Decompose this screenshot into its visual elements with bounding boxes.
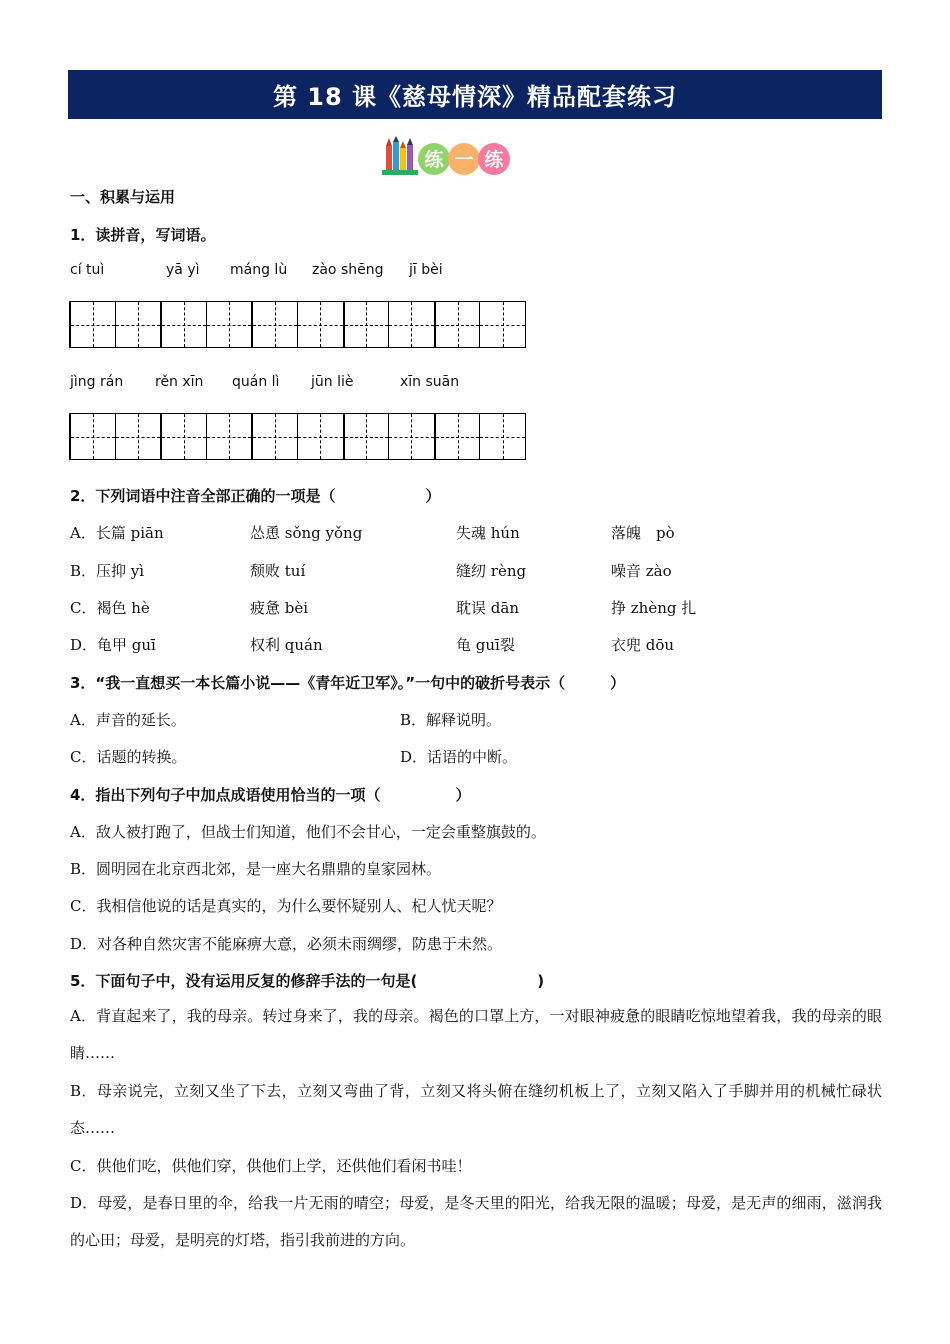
pinyin: jūn liè	[311, 374, 354, 390]
q4-option-d[interactable]: D．对各种自然灾害不能麻痹大意，必须未雨绸缪，防患于未然。	[70, 935, 503, 953]
q2-word: 失魂 hún	[456, 524, 520, 542]
q5-option-b[interactable]: B．母亲说完，立刻又坐了下去，立刻又弯曲了背，立刻又将头俯在缝纫机板上了，立刻又陷入了手脚并用的机械忙碌状态……	[70, 1082, 882, 1137]
q2-word: 疲惫 bèi	[250, 599, 309, 617]
question-1-stem: 1．读拼音，写词语。	[70, 226, 216, 244]
q5-option-a[interactable]: A．背直起来了，我的母亲。转过身来了，我的母亲。褐色的口罩上方，一对眼神疲惫的眼睛吃惊地望着我，我的母亲的眼睛……	[70, 1007, 882, 1062]
section-heading: 一、积累与运用	[70, 188, 176, 206]
q2-option[interactable]: C．褐色 hè	[70, 599, 150, 617]
question-5-stem: 5．下面句子中，没有运用反复的修辞手法的一句是( )	[70, 972, 545, 990]
q3-option-a[interactable]: A．声音的延长。	[70, 711, 186, 729]
pinyin: jī bèi	[409, 262, 443, 278]
q4-option-a[interactable]: A．敌人被打跑了，但战士们知道，他们不会甘心，一定会重整旗鼓的。	[70, 823, 546, 841]
q2-word: 耽误 dān	[456, 599, 519, 617]
pinyin: quán lì	[232, 374, 280, 390]
pinyin: rěn xīn	[155, 374, 204, 390]
badge-char-3: 练	[484, 149, 504, 171]
pinyin: máng lù	[230, 262, 288, 278]
question-4-stem: 4．指出下列句子中加点成语使用恰当的一项（ ）	[70, 786, 471, 804]
q2-word: 挣 zhèng 扎	[611, 599, 697, 617]
writing-grid-row-2[interactable]	[69, 413, 535, 460]
question-2-stem: 2．下列词语中注音全部正确的一项是（ ）	[70, 487, 441, 505]
badge-char-1: 练	[424, 149, 444, 171]
page-title: 第 18 课《慈母情深》精品配套练习	[68, 70, 882, 119]
pinyin: cí tuì	[70, 262, 105, 278]
writing-grid-row-1[interactable]	[69, 301, 535, 348]
pinyin: zào shēng	[312, 262, 384, 278]
q3-option-d[interactable]: D．话语的中断。	[400, 748, 518, 766]
q2-word: 衣兜 dōu	[611, 636, 675, 654]
pinyin: jìng rán	[70, 374, 124, 390]
q2-word: 权利 quán	[250, 636, 323, 654]
q2-word: 噪音 zào	[611, 562, 672, 580]
q2-word: 落魄 pò	[611, 524, 675, 542]
q2-word: 怂恿 sǒng yǒng	[250, 524, 363, 542]
q2-option[interactable]: B．压抑 yì	[70, 562, 145, 580]
q5-option-c[interactable]: C．供他们吃，供他们穿，供他们上学，还供他们看闲书哇！	[70, 1157, 472, 1175]
q2-word: 龟 guī裂	[456, 636, 515, 654]
q5-option-d[interactable]: D．母爱，是春日里的伞，给我一片无雨的晴空；母爱，是冬天里的阳光，给我无限的温暖；母爱，是无声的细雨，滋润我的心田；母爱，是明亮的灯塔，指引我前进的方向。	[70, 1194, 882, 1249]
badge-char-2: 一	[454, 149, 474, 171]
q4-option-c[interactable]: C．我相信他说的话是真实的，为什么要怀疑别人、杞人忧天呢？	[70, 897, 502, 915]
q3-option-b[interactable]: B．解释说明。	[400, 711, 502, 729]
practice-badge-icon	[380, 136, 515, 180]
q2-word: 缝纫 rèng	[456, 562, 527, 580]
q4-option-b[interactable]: B．圆明园在北京西北郊，是一座大名鼎鼎的皇家园林。	[70, 860, 442, 878]
pinyin: xīn suān	[400, 374, 460, 390]
q2-word: 颓败 tuí	[250, 562, 306, 580]
q2-option[interactable]: D．龟甲 guī	[70, 636, 156, 654]
q3-option-c[interactable]: C．话题的转换。	[70, 748, 187, 766]
q2-option[interactable]: A．长篇 piān	[70, 524, 164, 542]
question-3-stem: 3．“我一直想买一本长篇小说——《青年近卫军》。”一句中的破折号表示（ ）	[70, 674, 626, 692]
pinyin: yā yì	[166, 262, 200, 278]
